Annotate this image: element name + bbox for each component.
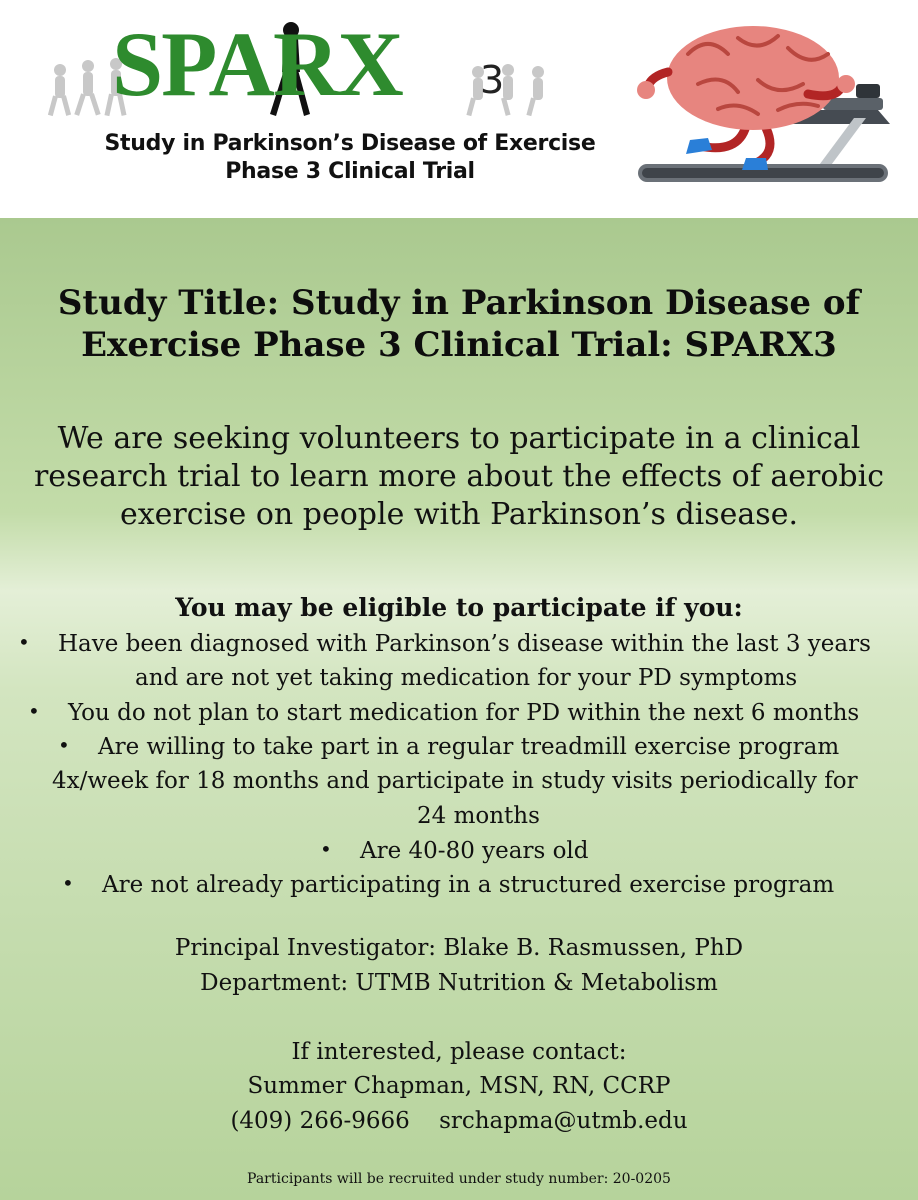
eligibility-item-1-line2: and are not yet taking medication for your PD symptoms [135, 665, 798, 691]
study-title [0, 282, 918, 366]
sparx3-logo [38, 13, 558, 120]
study-number-footnote: Participants will be recruited under study number: 20-0205 [247, 1171, 671, 1187]
intro-line3: exercise on people with Parkinson’s disease. [120, 497, 798, 532]
header [0, 0, 918, 218]
eligibility-heading: You may be eligible to participate if you: [175, 593, 743, 622]
eligibility-item-5-line1: Are not already participating in a structured exercise program [102, 872, 835, 898]
contact-name: Summer Chapman, MSN, RN, CCRP [247, 1073, 671, 1099]
contact-intro: If interested, please contact: [291, 1039, 627, 1065]
bullet-icon: • [62, 871, 74, 895]
contact-details [0, 1104, 918, 1138]
eligibility-item-3-line2: 4x/week for 18 months and participate in study visits periodically for [52, 768, 858, 794]
intro-paragraph [0, 420, 918, 534]
eligibility-item-1-line1: Have been diagnosed with Parkinson’s disease within the last 3 years [58, 631, 871, 657]
intro-line1: We are seeking volunteers to participate in a clinical [57, 421, 861, 456]
contact-email-link[interactable]: srchapma@utmb.edu [439, 1108, 688, 1134]
investigator-line: Principal Investigator: Blake B. Rasmussen, PhD [174, 935, 744, 961]
logo-subtitle-line1: Study in Parkinson’s Disease of Exercise [104, 131, 596, 156]
eligibility-item-3-line3: 24 months [417, 803, 540, 829]
eligibility-item-2-line1: You do not plan to start medication for PD within the next 6 months [68, 700, 860, 726]
bullet-icon: • [58, 733, 70, 757]
eligibility-item-3-line1: Are willing to take part in a regular treadmill exercise program [98, 734, 840, 760]
department-line: Department: UTMB Nutrition & Metabolism [200, 970, 718, 996]
contact-phone[interactable]: (409) 266-9666 [230, 1108, 410, 1134]
study-title-line2: Exercise Phase 3 Clinical Trial: SPARX3 [81, 325, 837, 365]
bullet-icon: • [320, 837, 332, 861]
bullet-icon: • [18, 630, 30, 654]
bullet-icon: • [28, 699, 40, 723]
intro-line2: research trial to learn more about the effects of aerobic [33, 459, 885, 494]
eligibility-item-4-line1: Are 40-80 years old [360, 838, 589, 864]
study-title-line1: Study Title: Study in Parkinson Disease of [57, 283, 861, 323]
logo-subtitle-line2: Phase 3 Clinical Trial [225, 159, 475, 184]
logo-wordmark: SPARX [112, 13, 402, 115]
brain-treadmill-icon [628, 14, 898, 192]
logo-superscript: 3 [480, 58, 505, 102]
